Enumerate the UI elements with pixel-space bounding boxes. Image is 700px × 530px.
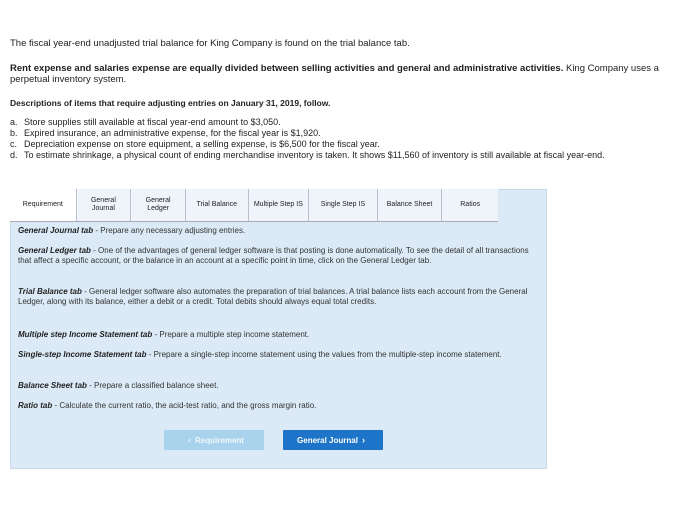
description-item-c: c. Depreciation expense on store equipment, a selling expense, is $6,500 for the fiscal year. [10,139,380,149]
tab-balance-sheet[interactable]: Balance Sheet [378,189,443,221]
next-button[interactable] [283,430,383,450]
previous-button[interactable] [164,430,264,450]
description-item-a: a. Store supplies still available at fiscal year-end amount to $3,050. [10,117,281,127]
description-item-b: b. Expired insurance, an administrative expense, for the fiscal year is $1,920. [10,128,321,138]
intro-text: The fiscal year-end unadjusted trial balance for King Company is found on the trial balance tab. [10,38,410,49]
req-multiple-step-is: Multiple step Income Statement tab - Prepare a multiple step income statement. [18,330,310,339]
req-general-ledger: General Ledger tab - One of the advantages of general ledger software is that posting is done automatically. To see the detail of all transactions that affect a specific account, or the balance in an account at a specific point in time, click on the General Ledger tab. [18,246,529,265]
tab-single-step-is[interactable]: Single Step IS [309,189,378,221]
rent-text [10,63,660,85]
chevron-left-icon: ‹ [188,435,192,445]
tab-requirement[interactable]: Requirement [10,189,77,221]
tab-general-ledger[interactable]: General Ledger [131,189,186,221]
tab-trial-balance[interactable]: Trial Balance [186,189,249,221]
req-trial-balance: Trial Balance tab - General ledger software also automates the preparation of trial balances. A trial balance lists each account from the General Ledger, along with its balance, either a debit or a credit. Total debits should always equal total credits. [18,287,528,306]
rent-rest-text: King Company uses a perpetual inventory system. [10,63,659,85]
req-balance-sheet: Balance Sheet tab - Prepare a classified balance sheet. [18,381,219,390]
next-button-label: General Journal [297,435,358,445]
previous-button-label: Requirement [195,435,244,445]
tab-general-journal[interactable]: General Journal [77,189,132,221]
tab-multiple-step-is[interactable]: Multiple Step IS [249,189,310,221]
rent-bold-text: Rent expense and salaries expense are equally divided between selling activities and general and administrative activities. [10,63,564,74]
description-item-d: d. To estimate shrinkage, a physical count of ending merchandise inventory is taken. It shows $11,560 of inventory is still available at fiscal year-end. [10,150,605,160]
chevron-right-icon: › [361,435,365,445]
descriptions-list [10,117,650,161]
req-general-journal: General Journal tab - Prepare any necessary adjusting entries. [18,226,246,235]
descriptions-heading: Descriptions of items that require adjusting entries on January 31, 2019, follow. [10,98,331,108]
tab-ratios[interactable]: Ratios [442,189,498,221]
req-single-step-is: Single-step Income Statement tab - Prepare a single-step income statement using the values from the multiple-step income statement. [18,350,502,359]
tab-bar [10,189,498,222]
req-ratio: Ratio tab - Calculate the current ratio, the acid-test ratio, and the gross margin ratio. [18,401,317,410]
